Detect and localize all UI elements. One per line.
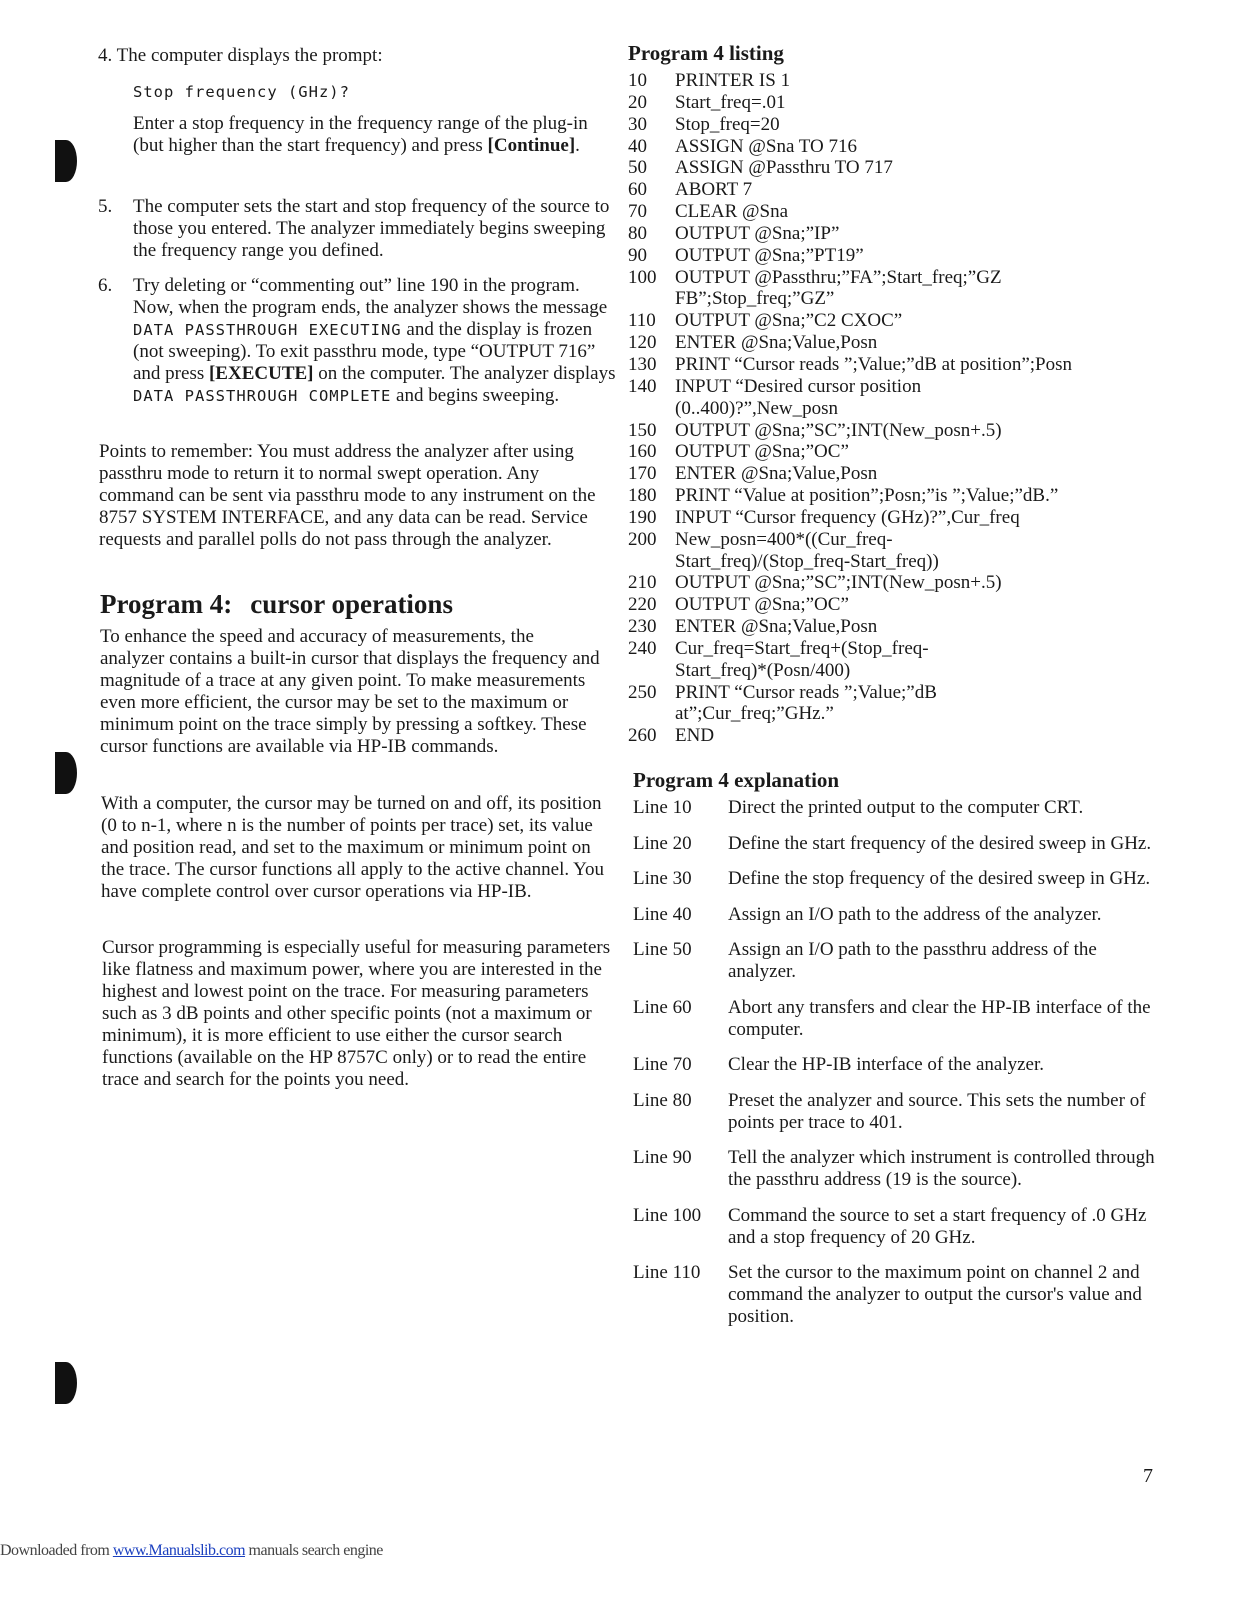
line-number: 140 bbox=[628, 375, 657, 397]
prompt-text: Stop frequency (GHz)? bbox=[133, 83, 350, 101]
listing-line bbox=[628, 463, 1188, 485]
listing-heading: Program 4 listing bbox=[628, 41, 784, 65]
listing-line bbox=[628, 114, 1188, 136]
code-text: OUTPUT @Passthru;”FA”;Start_freq;”GZ bbox=[675, 266, 1002, 288]
listing-line bbox=[628, 332, 1188, 354]
display-message: DATA PASSTHROUGH EXECUTING bbox=[133, 321, 402, 339]
line-label: Line 50 bbox=[633, 939, 692, 960]
explanation-row bbox=[633, 1054, 1163, 1076]
code-text: (0..400)?”,New_posn bbox=[675, 397, 839, 419]
line-number: 60 bbox=[628, 179, 647, 201]
program-listing bbox=[628, 70, 1188, 747]
line-number: 10 bbox=[628, 70, 647, 91]
line-number: 120 bbox=[628, 332, 657, 354]
listing-line bbox=[628, 201, 1188, 223]
program-explanation bbox=[633, 797, 1163, 1342]
line-number: 160 bbox=[628, 441, 657, 463]
listing-line bbox=[628, 638, 1188, 660]
listing-line bbox=[628, 310, 1188, 332]
listing-line bbox=[628, 551, 1188, 573]
line-number: 20 bbox=[628, 91, 647, 113]
listing-line bbox=[628, 572, 1188, 594]
line-description: Define the stop frequency of the desired sweep in GHz. bbox=[728, 868, 1151, 889]
line-number: 90 bbox=[628, 244, 647, 266]
footer-suffix: manuals search engine bbox=[245, 1542, 383, 1559]
explanation-heading: Program 4 explanation bbox=[633, 768, 840, 792]
line-number: 110 bbox=[628, 310, 656, 332]
line-label: Line 100 bbox=[633, 1204, 702, 1226]
line-number: 240 bbox=[628, 637, 657, 659]
line-number bbox=[628, 551, 675, 573]
explanation-row bbox=[633, 1262, 1163, 1328]
line-label: Line 60 bbox=[633, 996, 692, 1018]
line-number: 100 bbox=[628, 266, 657, 288]
execute-key: [EXECUTE] bbox=[208, 363, 314, 384]
binder-hole-mark bbox=[55, 752, 77, 794]
listing-line bbox=[628, 703, 1188, 725]
code-text: Start_freq=.01 bbox=[675, 91, 786, 113]
line-number: 180 bbox=[628, 485, 657, 507]
code-text: ENTER @Sna;Value,Posn bbox=[675, 616, 878, 638]
code-text: FB”;Stop_freq;”GZ” bbox=[675, 288, 835, 310]
line-label: Line 30 bbox=[633, 868, 692, 889]
line-number: 210 bbox=[628, 572, 657, 594]
listing-line bbox=[628, 179, 1188, 201]
line-number: 250 bbox=[628, 681, 657, 703]
line-description: Set the cursor to the maximum point on channel 2 and command the analyzer to output the cursor's value and position. bbox=[728, 1262, 1142, 1327]
listing-line bbox=[628, 267, 1188, 289]
listing-line bbox=[628, 288, 1188, 310]
line-number: 70 bbox=[628, 201, 647, 223]
step-text: The computer sets the start and stop frequency of the source to those you entered. The analyzer immediately begins sweeping the frequency range you defined. bbox=[133, 196, 610, 261]
line-label: Line 90 bbox=[633, 1147, 692, 1168]
line-label: Line 10 bbox=[633, 797, 692, 818]
listing-line bbox=[628, 507, 1188, 529]
code-text: Stop_freq=20 bbox=[675, 113, 780, 135]
code-text: New_posn=400*((Cur_freq- bbox=[675, 528, 893, 550]
listing-line bbox=[628, 594, 1188, 616]
line-number: 170 bbox=[628, 463, 657, 485]
line-number: 260 bbox=[628, 725, 657, 747]
explanation-row bbox=[633, 1147, 1163, 1191]
line-description: Tell the analyzer which instrument is controlled through the passthru address (19 is the source). bbox=[728, 1147, 1155, 1190]
step-number: 4. bbox=[98, 45, 113, 66]
line-number bbox=[628, 288, 675, 310]
paragraph: Cursor programming is especially useful for measuring parameters like flatness and maximum power, where you are interested in the highest and lowest point on the trace. For measuring parameters such as 3 dB points and other specific points (not a maximum or minimum), it is more efficient to use either the cursor search functions (available on the HP 8757C only) or to read the entire trace and search for the points you need. bbox=[102, 937, 611, 1090]
code-text: END bbox=[675, 725, 715, 747]
listing-line bbox=[628, 92, 1188, 114]
listing-line bbox=[628, 616, 1188, 638]
listing-line bbox=[628, 157, 1188, 179]
page-number: 7 bbox=[1143, 1465, 1153, 1487]
listing-line bbox=[628, 136, 1188, 158]
step-5 bbox=[98, 196, 618, 262]
line-description: Direct the printed output to the computer CRT. bbox=[728, 797, 1084, 818]
binder-hole-mark bbox=[55, 140, 77, 182]
paragraph: With a computer, the cursor may be turned on and off, its position (0 to n-1, where n is the number of points per trace) set, its value and position read, and set to the maximum or minimum point on the trace. The cursor functions all apply to the active channel. You have complete control over cursor operations via HP-IB. bbox=[101, 793, 604, 902]
listing-line bbox=[628, 682, 1188, 704]
code-text: OUTPUT @Sna;”SC”;INT(New_posn+.5) bbox=[675, 419, 1002, 441]
listing-line bbox=[628, 354, 1188, 376]
section-heading bbox=[100, 589, 453, 620]
explanation-row bbox=[633, 939, 1163, 983]
explanation-row bbox=[633, 1090, 1163, 1134]
code-text: Start_freq)/(Stop_freq-Start_freq)) bbox=[675, 550, 939, 572]
line-number bbox=[628, 703, 675, 725]
listing-line bbox=[628, 245, 1188, 267]
step-number: 6. bbox=[98, 275, 113, 296]
code-text: OUTPUT @Sna;”PT19” bbox=[675, 244, 864, 266]
listing-line bbox=[628, 70, 1188, 92]
step-4 bbox=[98, 45, 618, 157]
line-number bbox=[628, 398, 675, 420]
line-number: 50 bbox=[628, 157, 647, 179]
line-number bbox=[628, 660, 675, 682]
code-text: INPUT “Cursor frequency (GHz)?”,Cur_freq bbox=[675, 506, 1020, 528]
line-number: 190 bbox=[628, 506, 657, 528]
listing-line bbox=[628, 420, 1188, 442]
continue-key: [Continue] bbox=[487, 135, 576, 156]
display-message: DATA PASSTHROUGH COMPLETE bbox=[133, 387, 392, 405]
code-text: PRINT “Value at position”;Posn;”is ”;Value;”dB.” bbox=[675, 485, 1059, 507]
code-text: ENTER @Sna;Value,Posn bbox=[675, 332, 878, 354]
line-number: 30 bbox=[628, 113, 647, 135]
step-text: Enter a stop frequency in the frequency range of the plug-in (but higher than the start frequency) and press [Continue]. bbox=[133, 113, 588, 156]
code-text: PRINT “Cursor reads ”;Value;”dB bbox=[675, 681, 937, 703]
explanation-row bbox=[633, 997, 1163, 1041]
points-to-remember: Points to remember: You must address the analyzer after using passthru mode to return it to normal swept operation. Any command can be sent via passthru mode to any instrument on the 8757 SYSTEM INTERFACE, and any data can be read. Service requests and parallel polls do not pass through the analyzer. bbox=[99, 441, 596, 550]
line-label: Line 40 bbox=[633, 903, 692, 925]
line-description: Abort any transfers and clear the HP-IB interface of the computer. bbox=[728, 996, 1151, 1040]
step-text: Try deleting or “commenting out” line 190 in the program. Now, when the program ends, the analyzer shows the message DATA PASSTHROUGH EXECUTING and the display is frozen (not sweeping). To exit passthru mode, type “OUTPUT 716” and press [EXECUTE] on the computer. The analyzer displays DATA PASSTHROUGH COMPLETE and begins sweeping. bbox=[133, 275, 616, 406]
line-description: Assign an I/O path to the passthru address of the analyzer. bbox=[728, 939, 1097, 982]
footer-prefix: Downloaded from bbox=[0, 1542, 113, 1559]
code-text: OUTPUT @Sna;”SC”;INT(New_posn+.5) bbox=[675, 572, 1002, 594]
footer bbox=[0, 1542, 383, 1560]
listing-line bbox=[628, 376, 1188, 398]
listing-line bbox=[628, 660, 1188, 682]
line-number: 130 bbox=[628, 353, 657, 375]
code-text: at”;Cur_freq;”GHz.” bbox=[675, 703, 834, 725]
listing-line bbox=[628, 485, 1188, 507]
line-label: Line 20 bbox=[633, 832, 692, 854]
code-text: Cur_freq=Start_freq+(Stop_freq- bbox=[675, 637, 929, 659]
code-text: ASSIGN @Passthru TO 717 bbox=[675, 157, 893, 179]
binder-hole-mark bbox=[55, 1362, 77, 1404]
line-label: Line 110 bbox=[633, 1262, 701, 1283]
code-text: OUTPUT @Sna;”OC” bbox=[675, 441, 849, 463]
line-number: 150 bbox=[628, 419, 657, 441]
line-description: Define the start frequency of the desired sweep in GHz. bbox=[728, 832, 1152, 854]
explanation-row bbox=[633, 1205, 1163, 1249]
explanation-row bbox=[633, 904, 1163, 926]
step-number: 5. bbox=[98, 196, 113, 217]
code-text: ABORT 7 bbox=[675, 179, 753, 201]
listing-line bbox=[628, 725, 1188, 747]
line-number: 230 bbox=[628, 616, 657, 638]
explanation-row bbox=[633, 833, 1163, 855]
paragraph: To enhance the speed and accuracy of measurements, the analyzer contains a built-in cursor that displays the frequency and magnitude of a trace at any given point. To make measurements even more efficient, the cursor may be set to the maximum or minimum point on the trace simply by pressing a softkey. These cursor functions are available via HP-IB commands. bbox=[100, 626, 600, 757]
code-text: Start_freq)*(Posn/400) bbox=[675, 659, 851, 681]
code-text: OUTPUT @Sna;”OC” bbox=[675, 594, 849, 616]
line-description: Command the source to set a start frequency of .0 GHz and a stop frequency of 20 GHz. bbox=[728, 1204, 1147, 1248]
step-6 bbox=[98, 275, 618, 407]
line-label: Line 80 bbox=[633, 1089, 692, 1111]
line-number: 80 bbox=[628, 222, 647, 244]
code-text: ASSIGN @Sna TO 716 bbox=[675, 135, 858, 157]
step-intro: The computer displays the prompt: bbox=[116, 45, 383, 66]
code-text: ENTER @Sna;Value,Posn bbox=[675, 463, 878, 485]
code-text: OUTPUT @Sna;”C2 CXOC” bbox=[675, 310, 903, 332]
line-number: 40 bbox=[628, 135, 647, 157]
heading-prefix: Program 4: bbox=[100, 589, 233, 619]
line-label: Line 70 bbox=[633, 1054, 692, 1075]
listing-line bbox=[628, 441, 1188, 463]
listing-line bbox=[628, 529, 1188, 551]
code-text: INPUT “Desired cursor position bbox=[675, 375, 922, 397]
line-number: 200 bbox=[628, 528, 657, 550]
explanation-row bbox=[633, 797, 1163, 819]
line-description: Preset the analyzer and source. This sets the number of points per trace to 401. bbox=[728, 1089, 1146, 1133]
listing-line bbox=[628, 223, 1188, 245]
code-text: OUTPUT @Sna;”IP” bbox=[675, 222, 840, 244]
code-text: PRINT “Cursor reads ”;Value;”dB at position”;Posn bbox=[675, 353, 1073, 375]
code-text: CLEAR @Sna bbox=[675, 201, 789, 223]
line-description: Assign an I/O path to the address of the analyzer. bbox=[728, 903, 1102, 925]
line-number: 220 bbox=[628, 594, 657, 616]
listing-line bbox=[628, 398, 1188, 420]
manualslib-link[interactable]: www.Manualslib.com bbox=[112, 1542, 246, 1559]
explanation-row bbox=[633, 868, 1163, 890]
heading-title: cursor operations bbox=[250, 589, 453, 619]
line-description: Clear the HP-IB interface of the analyzer. bbox=[728, 1054, 1044, 1075]
code-text: PRINTER IS 1 bbox=[675, 70, 791, 91]
